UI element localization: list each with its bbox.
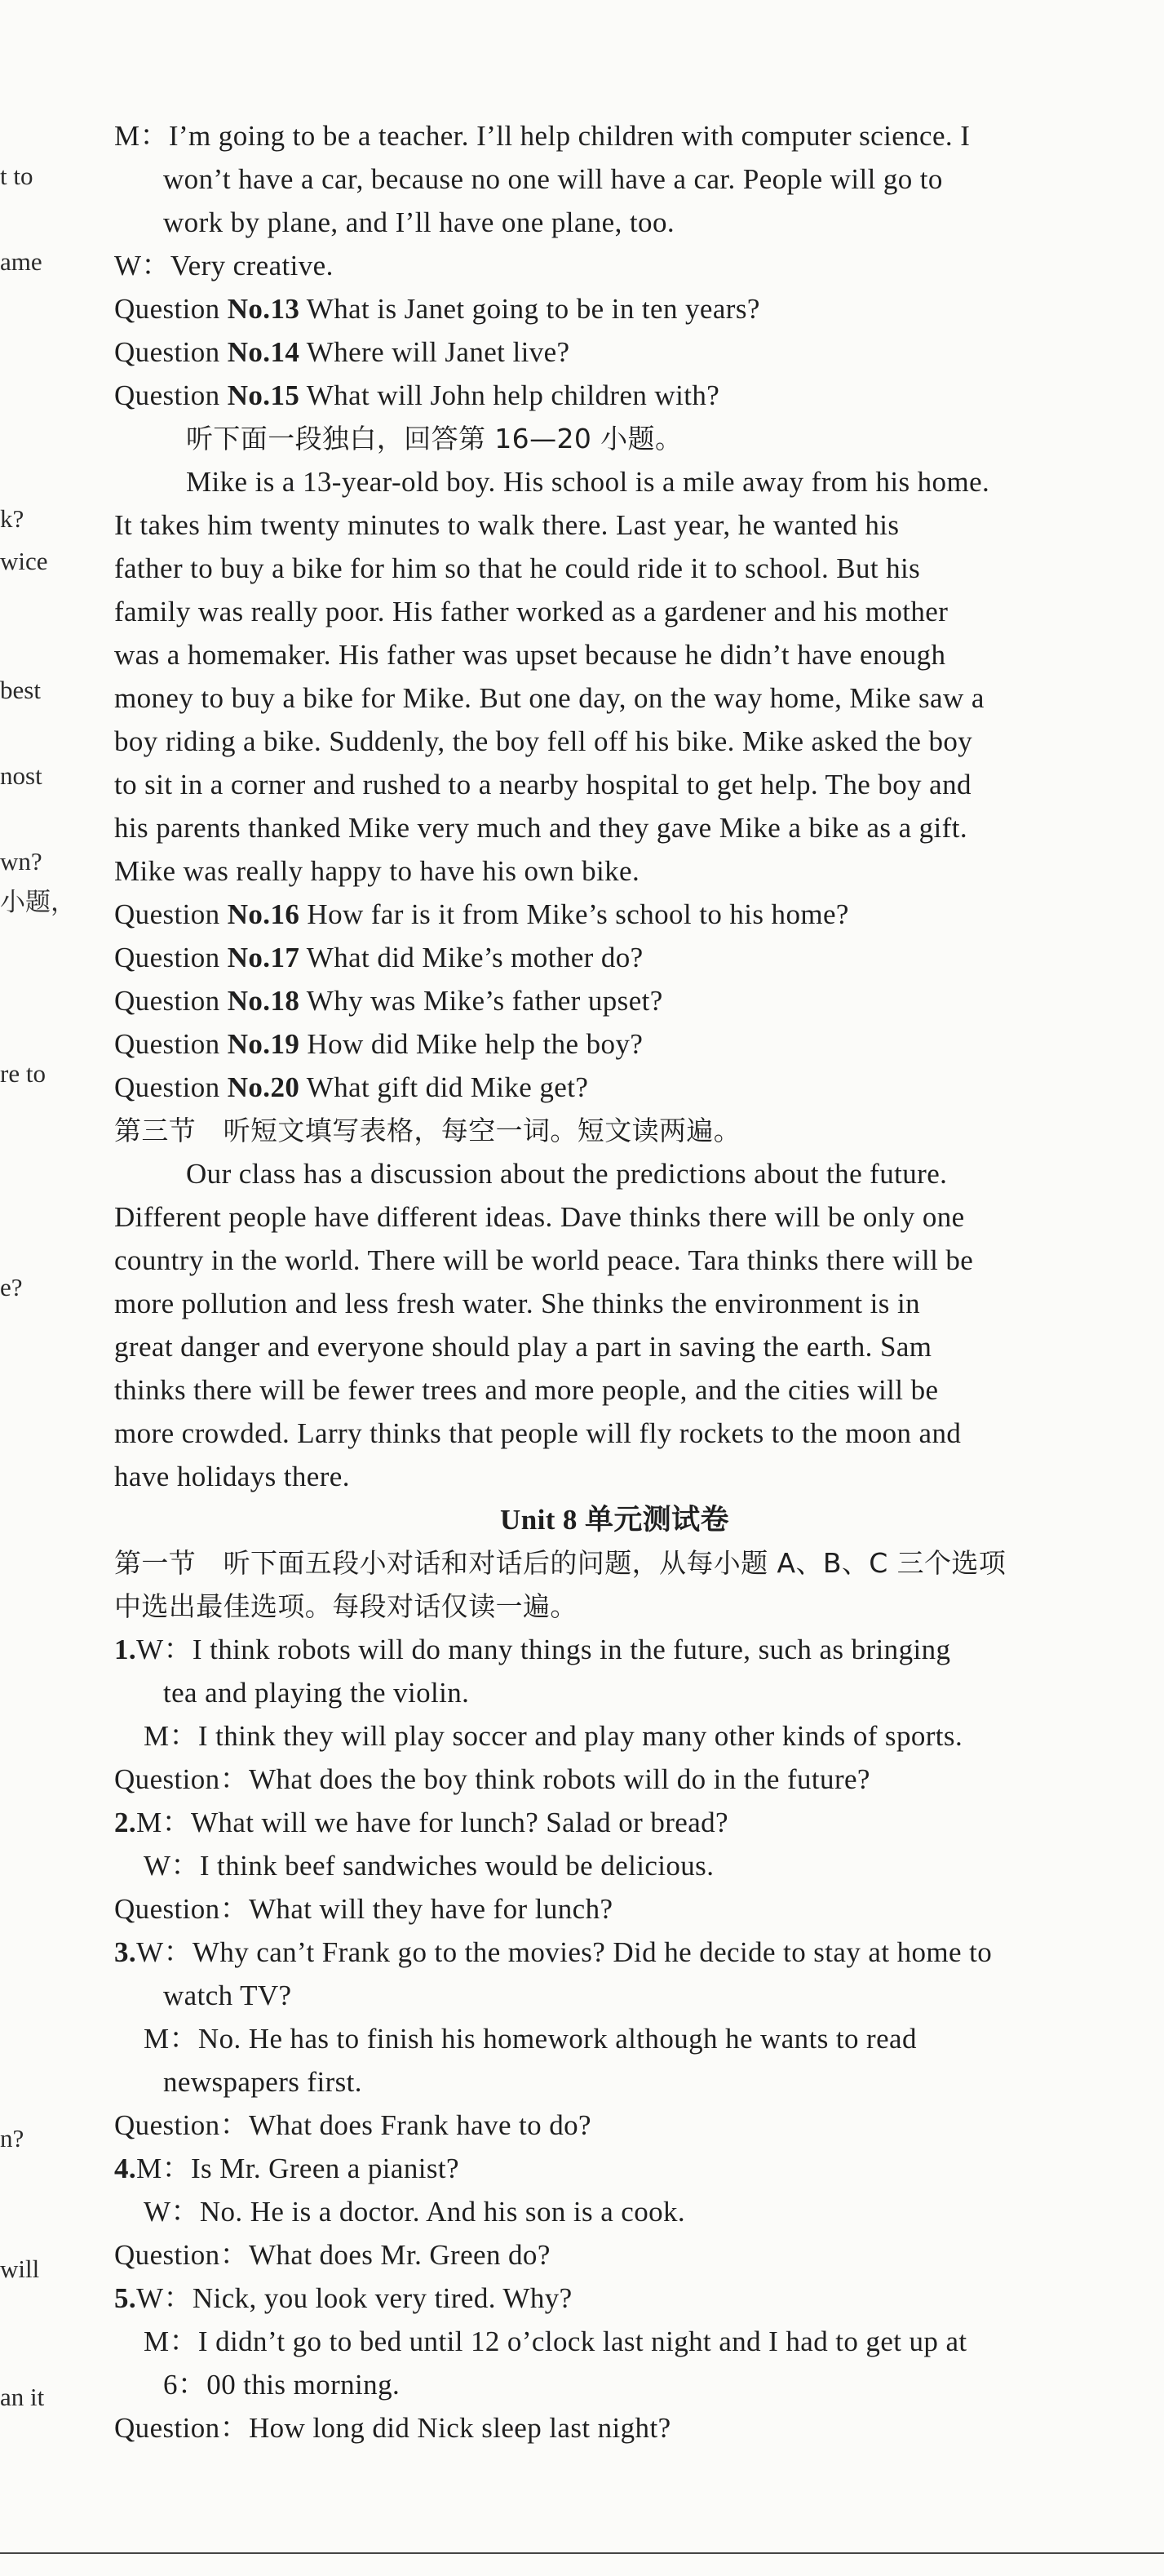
question-line bbox=[114, 893, 1164, 936]
margin-fragment: an it bbox=[0, 2383, 45, 2411]
margin-fragment: re to bbox=[0, 1059, 46, 1088]
question-number: 1. bbox=[114, 1634, 137, 1665]
text-line: thinks there will be fewer trees and more people, and the cities will be bbox=[114, 1374, 939, 1406]
text-line: Mike was really happy to have his own bike. bbox=[114, 855, 640, 887]
text-line: money to buy a bike for Mike. But one day, on the way home, Mike saw a bbox=[114, 682, 985, 714]
question-line bbox=[114, 1066, 1164, 1109]
text-line: was a homemaker. His father was upset because he didn’t have enough bbox=[114, 639, 946, 671]
text-line: Question：What will they have for lunch? bbox=[114, 1893, 613, 1925]
question-text: How did Mike help the boy? bbox=[299, 1028, 644, 1060]
question-number: 3. bbox=[114, 1936, 137, 1968]
section-heading: Unit 8 单元测试卷 bbox=[500, 1504, 729, 1536]
question-text: M：Is Mr. Green a pianist? bbox=[136, 2153, 459, 2184]
text-line: Mike is a 13-year-old boy. His school is a mile away from his home. bbox=[186, 466, 990, 498]
margin-fragment: k? bbox=[0, 504, 24, 533]
text-line: father to buy a bike for him so that he could ride it to school. But his bbox=[114, 552, 921, 584]
text-line: It takes him twenty minutes to walk there. Last year, he wanted his bbox=[114, 509, 900, 541]
text-line: Question：What does Frank have to do? bbox=[114, 2109, 591, 2141]
question-line bbox=[114, 330, 1164, 374]
text-line: won’t have a car, because no one will have a car. People will go to bbox=[163, 163, 943, 195]
question-text: M：What will we have for lunch? Salad or bread? bbox=[136, 1807, 728, 1838]
question-text: What did Mike’s mother do? bbox=[299, 942, 644, 973]
question-line bbox=[114, 1628, 1164, 1671]
question-number: 2. bbox=[114, 1807, 137, 1838]
margin-fragment: 小题， bbox=[0, 888, 76, 916]
instruction-line: 中选出最佳选项。每段对话仅读一遍。 bbox=[114, 1590, 578, 1622]
question-number: 5. bbox=[114, 2282, 137, 2314]
margin-fragment: nost bbox=[0, 761, 42, 790]
question-prefix: Question bbox=[114, 293, 228, 325]
text-line: M：I think they will play soccer and play many other kinds of sports. bbox=[144, 1720, 963, 1752]
margin-fragment: wn? bbox=[0, 847, 42, 876]
question-line bbox=[114, 287, 1164, 330]
margin-fragment: t to bbox=[0, 162, 33, 190]
question-number: No.18 bbox=[227, 985, 300, 1017]
margin-fragment: n? bbox=[0, 2124, 24, 2153]
instruction-line: 听下面一段独白，回答第 16—20 小题。 bbox=[186, 423, 683, 454]
text-line: newspapers first. bbox=[163, 2066, 362, 2098]
text-line: Question：What does the boy think robots will do in the future? bbox=[114, 1763, 870, 1795]
text-line: Question：How long did Nick sleep last night? bbox=[114, 2412, 671, 2444]
question-number: No.16 bbox=[227, 898, 300, 930]
question-text: What will John help children with? bbox=[299, 379, 720, 411]
question-text: Why was Mike’s father upset? bbox=[299, 985, 663, 1017]
text-line: tea and playing the violin. bbox=[163, 1677, 470, 1709]
instruction-line: 第三节 听短文填写表格，每空一词。短文读两遍。 bbox=[114, 1115, 741, 1146]
margin-fragment: e? bbox=[0, 1273, 23, 1301]
question-number: No.19 bbox=[227, 1028, 300, 1060]
margin-fragment: wice bbox=[0, 547, 48, 575]
text-line: M：No. He has to finish his homework although he wants to read bbox=[144, 2023, 917, 2055]
text-line: more crowded. Larry thinks that people will fly rockets to the moon and bbox=[114, 1417, 962, 1449]
text-line: family was really poor. His father worked as a gardener and his mother bbox=[114, 596, 949, 627]
text-line: have holidays there. bbox=[114, 1461, 350, 1492]
text-line: his parents thanked Mike very much and they gave Mike a bike as a gift. bbox=[114, 812, 968, 844]
question-number: No.20 bbox=[227, 1071, 300, 1103]
question-line bbox=[114, 374, 1164, 417]
text-line: Question：What does Mr. Green do? bbox=[114, 2239, 551, 2271]
question-number: No.14 bbox=[227, 336, 300, 368]
margin-fragment: best bbox=[0, 676, 41, 704]
text-line: M：I didn’t go to bed until 12 o’clock last night and I had to get up at bbox=[144, 2325, 967, 2357]
question-text: Where will Janet live? bbox=[299, 336, 570, 368]
text-line: to sit in a corner and rushed to a nearby hospital to get help. The boy and bbox=[114, 769, 971, 800]
text-line: country in the world. There will be world peace. Tara thinks there will be bbox=[114, 1244, 974, 1276]
question-text: What gift did Mike get? bbox=[299, 1071, 589, 1103]
text-line: work by plane, and I’ll have one plane, too. bbox=[163, 206, 675, 238]
question-prefix: Question bbox=[114, 1071, 228, 1103]
question-prefix: Question bbox=[114, 379, 228, 411]
margin-fragment: ame bbox=[0, 247, 42, 276]
question-text: How far is it from Mike’s school to his home? bbox=[299, 898, 849, 930]
question-prefix: Question bbox=[114, 985, 228, 1017]
text-line: great danger and everyone should play a part in saving the earth. Sam bbox=[114, 1331, 932, 1363]
question-prefix: Question bbox=[114, 898, 228, 930]
question-prefix: Question bbox=[114, 942, 228, 973]
text-line: boy riding a bike. Suddenly, the boy fell off his bike. Mike asked the boy bbox=[114, 725, 973, 757]
text-line: more pollution and less fresh water. She thinks the environment is in bbox=[114, 1288, 920, 1319]
question-prefix: Question bbox=[114, 336, 228, 368]
question-line bbox=[114, 1931, 1164, 1974]
margin-fragment: will bbox=[0, 2255, 40, 2283]
question-text: W：Why can’t Frank go to the movies? Did he decide to stay at home to bbox=[136, 1936, 993, 1968]
question-number: No.15 bbox=[227, 379, 300, 411]
document-body bbox=[114, 114, 1164, 2450]
text-line: 6：00 this morning. bbox=[163, 2369, 401, 2401]
question-line bbox=[114, 936, 1164, 979]
question-line bbox=[114, 1022, 1164, 1066]
text-line: Different people have different ideas. Dave thinks there will be only one bbox=[114, 1201, 965, 1233]
question-number: 4. bbox=[114, 2153, 137, 2184]
text-line: W：I think beef sandwiches would be delicious. bbox=[144, 1850, 715, 1882]
bottom-divider bbox=[0, 2552, 1164, 2554]
text-line: watch TV? bbox=[163, 1980, 292, 2011]
text-line: Our class has a discussion about the predictions about the future. bbox=[186, 1158, 948, 1190]
question-line bbox=[114, 2277, 1164, 2320]
question-text: W：I think robots will do many things in the future, such as bringing bbox=[136, 1634, 951, 1665]
question-number: No.17 bbox=[227, 942, 300, 973]
question-line bbox=[114, 2147, 1164, 2190]
text-line: W：No. He is a doctor. And his son is a cook. bbox=[144, 2196, 686, 2228]
question-prefix: Question bbox=[114, 1028, 228, 1060]
instruction-line: 第一节 听下面五段小对话和对话后的问题，从每小题 A、B、C 三个选项 bbox=[114, 1547, 1007, 1579]
text-line: W：Very creative. bbox=[114, 250, 334, 282]
text-line: M：I’m going to be a teacher. I’ll help children with computer science. I bbox=[114, 120, 971, 152]
question-number: No.13 bbox=[227, 293, 300, 325]
question-text: W：Nick, you look very tired. Why? bbox=[136, 2282, 573, 2314]
question-text: What is Janet going to be in ten years? bbox=[299, 293, 760, 325]
question-line bbox=[114, 1801, 1164, 1844]
question-line bbox=[114, 979, 1164, 1022]
